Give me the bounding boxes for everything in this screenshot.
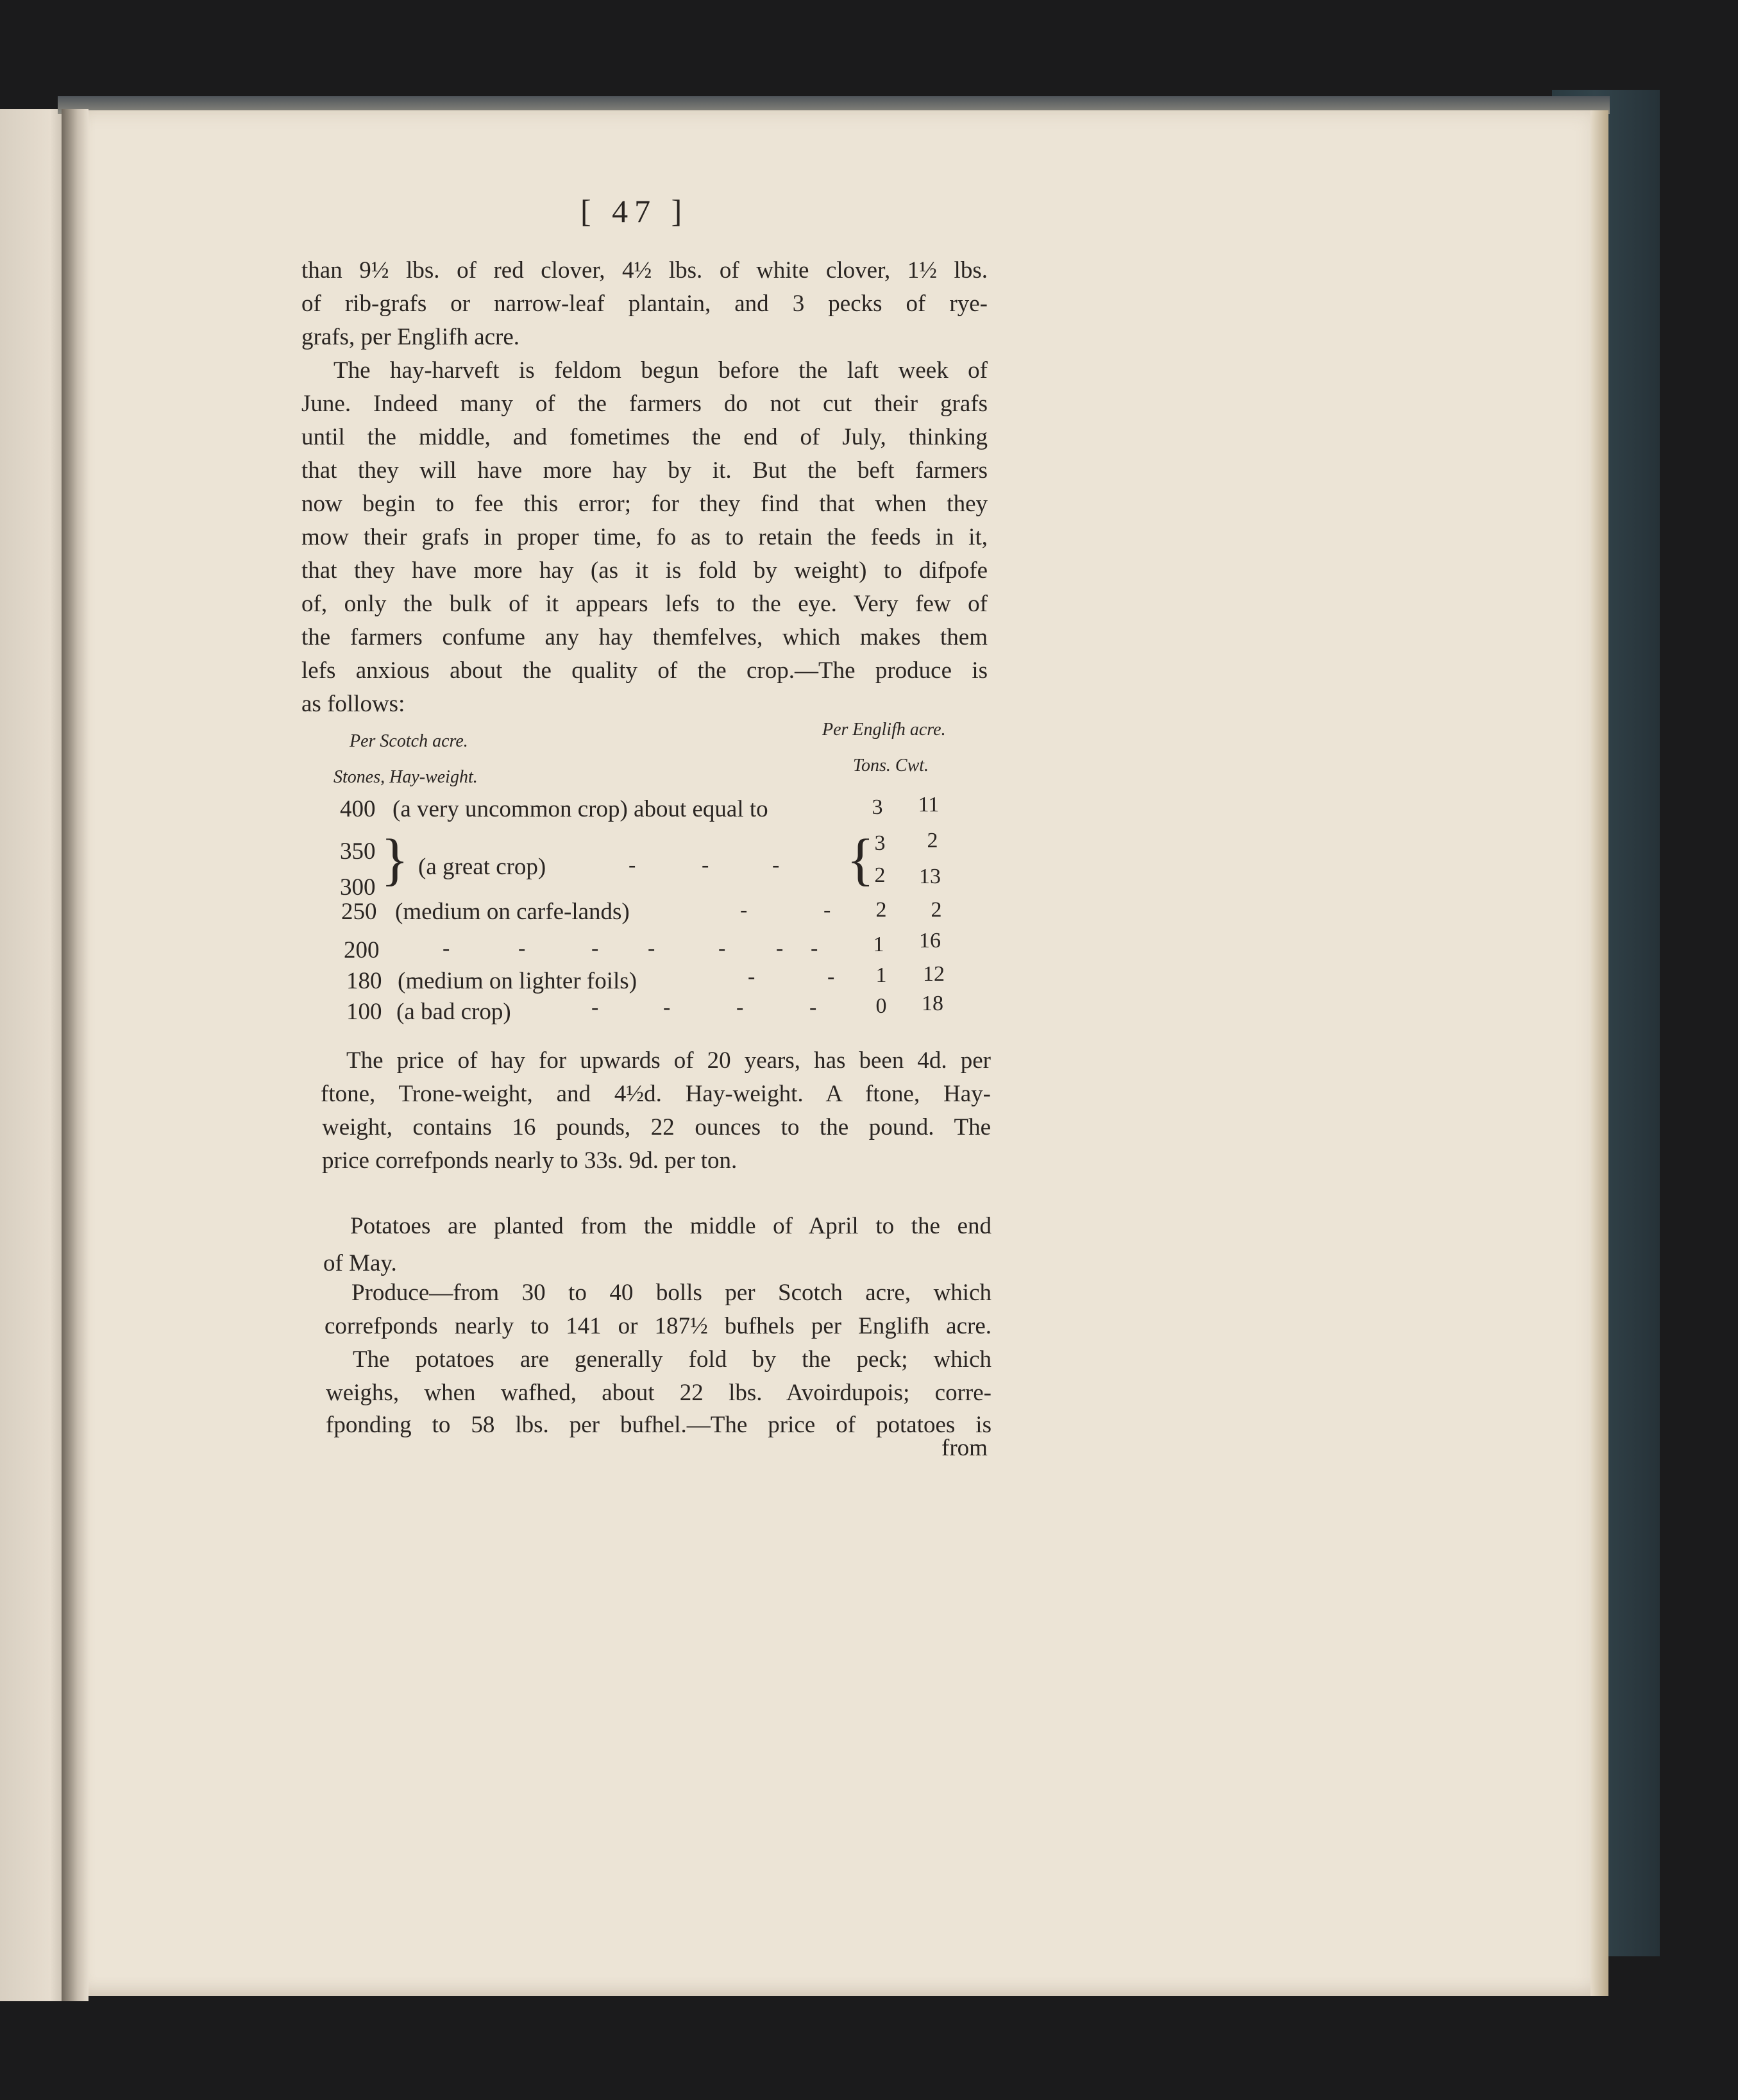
table-dash: - bbox=[443, 936, 450, 960]
table-desc: (a bad crop) bbox=[396, 999, 511, 1025]
text-line: grafs, per Englifh acre. bbox=[301, 324, 520, 350]
table-desc: (a very uncommon crop) about equal to bbox=[392, 796, 768, 822]
table-header-stones: Stones, Hay-weight. bbox=[333, 767, 478, 787]
text-line: weight, contains 16 pounds, 22 ounces to the pound. The bbox=[322, 1114, 991, 1140]
table-cwt: 2 bbox=[927, 829, 938, 852]
table-stones: 200 bbox=[344, 937, 380, 963]
table-header-tons-cwt: Tons. Cwt. bbox=[853, 756, 929, 775]
table-header-english: Per Englifh acre. bbox=[822, 720, 946, 740]
table-stones: 100 bbox=[346, 999, 382, 1025]
text-line: now begin to fee this error; for they find that when they bbox=[301, 491, 988, 517]
text-line: that they will have more hay by it. But the beft farmers bbox=[301, 457, 988, 484]
catchword: from bbox=[941, 1435, 988, 1461]
table-dash: - bbox=[811, 936, 818, 960]
text-line: price correfponds nearly to 33s. 9d. per ton. bbox=[322, 1147, 738, 1174]
text-line: of, only the bulk of it appears lefs to the eye. Very few of bbox=[301, 591, 988, 617]
table-tons: 0 bbox=[875, 994, 887, 1018]
text-line: fponding to 58 lbs. per bufhel.—The price of potatoes is bbox=[326, 1412, 991, 1438]
table-dash: - bbox=[648, 936, 655, 960]
text-line: until the middle, and fometimes the end of July, thinking bbox=[301, 424, 988, 450]
table-stones: 300 bbox=[340, 874, 376, 901]
table-dash: - bbox=[518, 936, 526, 960]
text-line: weighs, when wafhed, about 22 lbs. Avoirdupois; corre- bbox=[326, 1380, 991, 1406]
table-desc: (a great crop) bbox=[418, 854, 546, 880]
text-line: the farmers confume any hay themfelves, which makes them bbox=[301, 624, 988, 650]
table-dash: - bbox=[809, 995, 817, 1019]
table-cwt: 12 bbox=[923, 962, 945, 986]
text-line: of rib-grafs or narrow-leaf plantain, and 3 pecks of rye- bbox=[301, 291, 988, 317]
table-header-scotch: Per Scotch acre. bbox=[350, 731, 468, 751]
text-line: Potatoes are planted from the middle of April to the end bbox=[350, 1213, 991, 1239]
table-desc: (medium on lighter foils) bbox=[398, 968, 637, 994]
text-line: Produce—from 30 to 40 bolls per Scotch acre, which bbox=[351, 1280, 991, 1306]
table-dash: - bbox=[776, 936, 784, 960]
table-dash: - bbox=[827, 965, 835, 988]
table-brace-close: { bbox=[847, 828, 875, 892]
table-dash: - bbox=[823, 898, 831, 922]
table-dash: - bbox=[591, 936, 599, 960]
text-line: The price of hay for upwards of 20 years, has been 4d. per bbox=[346, 1047, 991, 1074]
text-line: The potatoes are generally fold by the peck; which bbox=[353, 1346, 991, 1373]
text-line: that they have more hay (as it is fold by weight) to difpofe bbox=[301, 557, 988, 584]
table-cwt: 13 bbox=[919, 865, 941, 888]
table-dash: - bbox=[772, 853, 780, 877]
table-cwt: 18 bbox=[922, 992, 943, 1015]
table-dash: - bbox=[748, 965, 755, 988]
page-number: [ 47 ] bbox=[580, 193, 689, 229]
table-tons: 2 bbox=[875, 898, 887, 922]
table-dash: - bbox=[629, 853, 636, 877]
table-dash: - bbox=[591, 995, 599, 1019]
text-line: ftone, Trone-weight, and 4½d. Hay-weight. A ftone, Hay- bbox=[321, 1081, 991, 1107]
table-stones: 400 bbox=[340, 796, 376, 822]
book-gutter bbox=[62, 109, 89, 2001]
text-line: than 9½ lbs. of red clover, 4½ lbs. of white clover, 1½ lbs. bbox=[301, 257, 988, 284]
table-cwt: 2 bbox=[931, 898, 942, 922]
table-dash: - bbox=[736, 995, 744, 1019]
table-tons: 1 bbox=[873, 933, 884, 956]
text-line: The hay-harveft is feldom begun before the laft week of bbox=[333, 357, 988, 384]
text-line: as follows: bbox=[301, 691, 405, 717]
table-desc: (medium on carfe-lands) bbox=[395, 899, 630, 925]
table-brace-open: } bbox=[381, 828, 409, 892]
page-fore-edge bbox=[1590, 110, 1608, 1996]
table-stones: 350 bbox=[340, 838, 376, 865]
table-dash: - bbox=[740, 898, 748, 922]
table-tons: 1 bbox=[875, 963, 887, 987]
table-dash: - bbox=[718, 936, 726, 960]
table-stones: 180 bbox=[346, 968, 382, 994]
table-dash: - bbox=[702, 853, 709, 877]
text-line: correfponds nearly to 141 or 187½ bufhels per Englifh acre. bbox=[325, 1313, 991, 1339]
table-tons: 2 bbox=[874, 863, 886, 887]
table-cwt: 16 bbox=[919, 929, 941, 953]
table-tons: 3 bbox=[872, 795, 883, 819]
text-line: mow their grafs in proper time, fo as to retain the feeds in it, bbox=[301, 524, 988, 550]
text-line: lefs anxious about the quality of the crop.—The produce is bbox=[301, 657, 988, 684]
table-tons: 3 bbox=[874, 831, 886, 855]
table-stones: 250 bbox=[341, 899, 377, 925]
text-line: of May. bbox=[323, 1250, 397, 1276]
table-cwt: 11 bbox=[918, 793, 940, 817]
text-line: June. Indeed many of the farmers do not cut their grafs bbox=[301, 391, 988, 417]
table-dash: - bbox=[663, 995, 671, 1019]
